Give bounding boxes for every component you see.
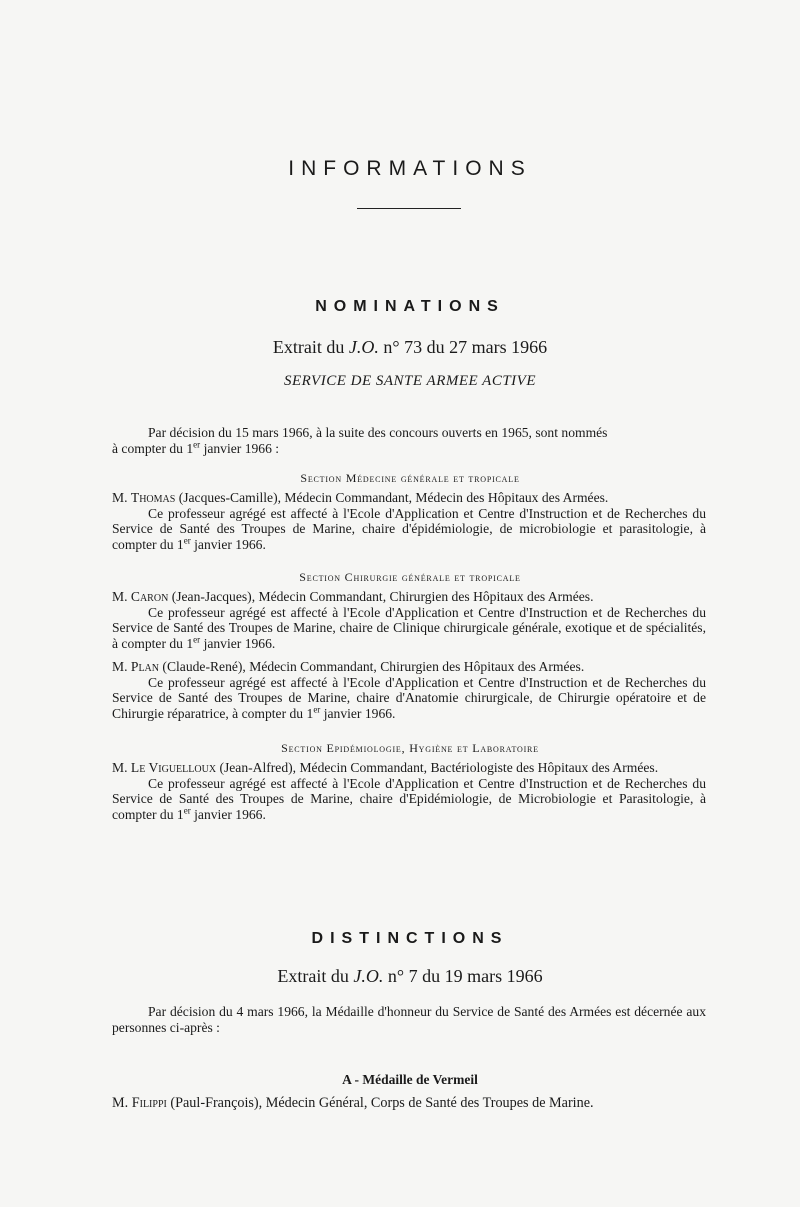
entry-name-line: M. Plan (Claude-René), Médecin Commandant, Chirurgien des Hôpitaux des Armées. — [112, 659, 585, 674]
title-divider — [357, 208, 461, 209]
extrait-jo: J.O. — [348, 337, 379, 357]
page-title: INFORMATIONS — [288, 157, 532, 180]
entry-name-line: M. Thomas (Jacques-Camille), Médecin Commandant, Médecin des Hôpitaux des Armées. — [112, 490, 609, 505]
section-heading-medecine: Section Médecine générale et tropicale — [300, 471, 520, 485]
distinctions-extrait — [0, 966, 800, 987]
distinctions-intro: Par décision du 4 mars 1966, la Médaille d'honneur du Service de Santé des Armées est décernée aux personnes ci-après : — [112, 1004, 706, 1035]
nominations-heading: NOMINATIONS — [315, 298, 505, 315]
entry-thomas — [112, 490, 706, 552]
extrait-prefix: Extrait du — [277, 966, 349, 986]
entry-le-viguelloux — [112, 760, 706, 822]
entry-plan — [112, 659, 706, 721]
entry-detail: Ce professeur agrégé est affecté à l'Ecole d'Application et Centre d'Instruction et de Recherches du Service de Santé des Troupes de Marine, chaire de Clinique chirurgicale générale, exotique et de spécialités, à compter du 1er janvier 1966. — [112, 604, 706, 651]
medal-heading: A - Médaille de Vermeil — [342, 1072, 478, 1087]
entry-detail: Ce professeur agrégé est affecté à l'Ecole d'Application et Centre d'Instruction et de Recherches du Service de Santé des Troupes de Marine, chaire d'Anatomie chirurgicale, de Chirurgie opératoire et de Chirurgie réparatrice, à compter du 1er janvier 1966. — [112, 674, 706, 721]
distinctions-heading: DISTINCTIONS — [311, 930, 509, 947]
extrait-prefix: Extrait du — [272, 337, 345, 357]
section-heading-epidemiologie: Section Epidémiologie, Hygiène et Laboratoire — [281, 741, 539, 755]
entry-detail: Ce professeur agrégé est affecté à l'Ecole d'Application et Centre d'Instruction et de Recherches du Service de Santé des Troupes de Marine, chaire d'Epidémiologie, de Microbiologie et Parasitologie, à compter du 1er janvier 1966. — [112, 775, 706, 822]
nominations-intro — [112, 425, 706, 456]
extrait-jo: J.O. — [353, 966, 384, 986]
entry-filippi: M. Filippi (Paul-François), Médecin Général, Corps de Santé des Troupes de Marine. — [112, 1095, 594, 1111]
entry-name-line: M. Le Viguelloux (Jean-Alfred), Médecin Commandant, Bactériologiste des Hôpitaux des Armées. — [112, 760, 659, 775]
nominations-extrait — [0, 337, 800, 358]
section-heading-chirurgie: Section Chirurgie générale et tropicale — [299, 570, 521, 584]
entry-name-line: M. Caron (Jean-Jacques), Médecin Commandant, Chirurgien des Hôpitaux des Armées. — [112, 589, 594, 604]
entry-caron — [112, 589, 706, 651]
entry-detail: Ce professeur agrégé est affecté à l'Ecole d'Application et Centre d'Instruction et de Recherches du Service de Santé des Troupes de Marine, chaire d'épidémiologie, de microbiologie et parasitologie, à compter du 1er janvier 1966. — [112, 505, 706, 552]
extrait-suffix: n° 7 du 19 mars 1966 — [387, 966, 543, 986]
intro-line-1: Par décision du 15 mars 1966, à la suite des concours ouverts en 1965, sont nommés — [148, 425, 608, 440]
extrait-suffix: n° 73 du 27 mars 1966 — [383, 337, 548, 357]
intro-line-2: à compter du 1er janvier 1966 : — [112, 438, 280, 456]
service-heading: SERVICE DE SANTE ARMEE ACTIVE — [284, 373, 536, 389]
